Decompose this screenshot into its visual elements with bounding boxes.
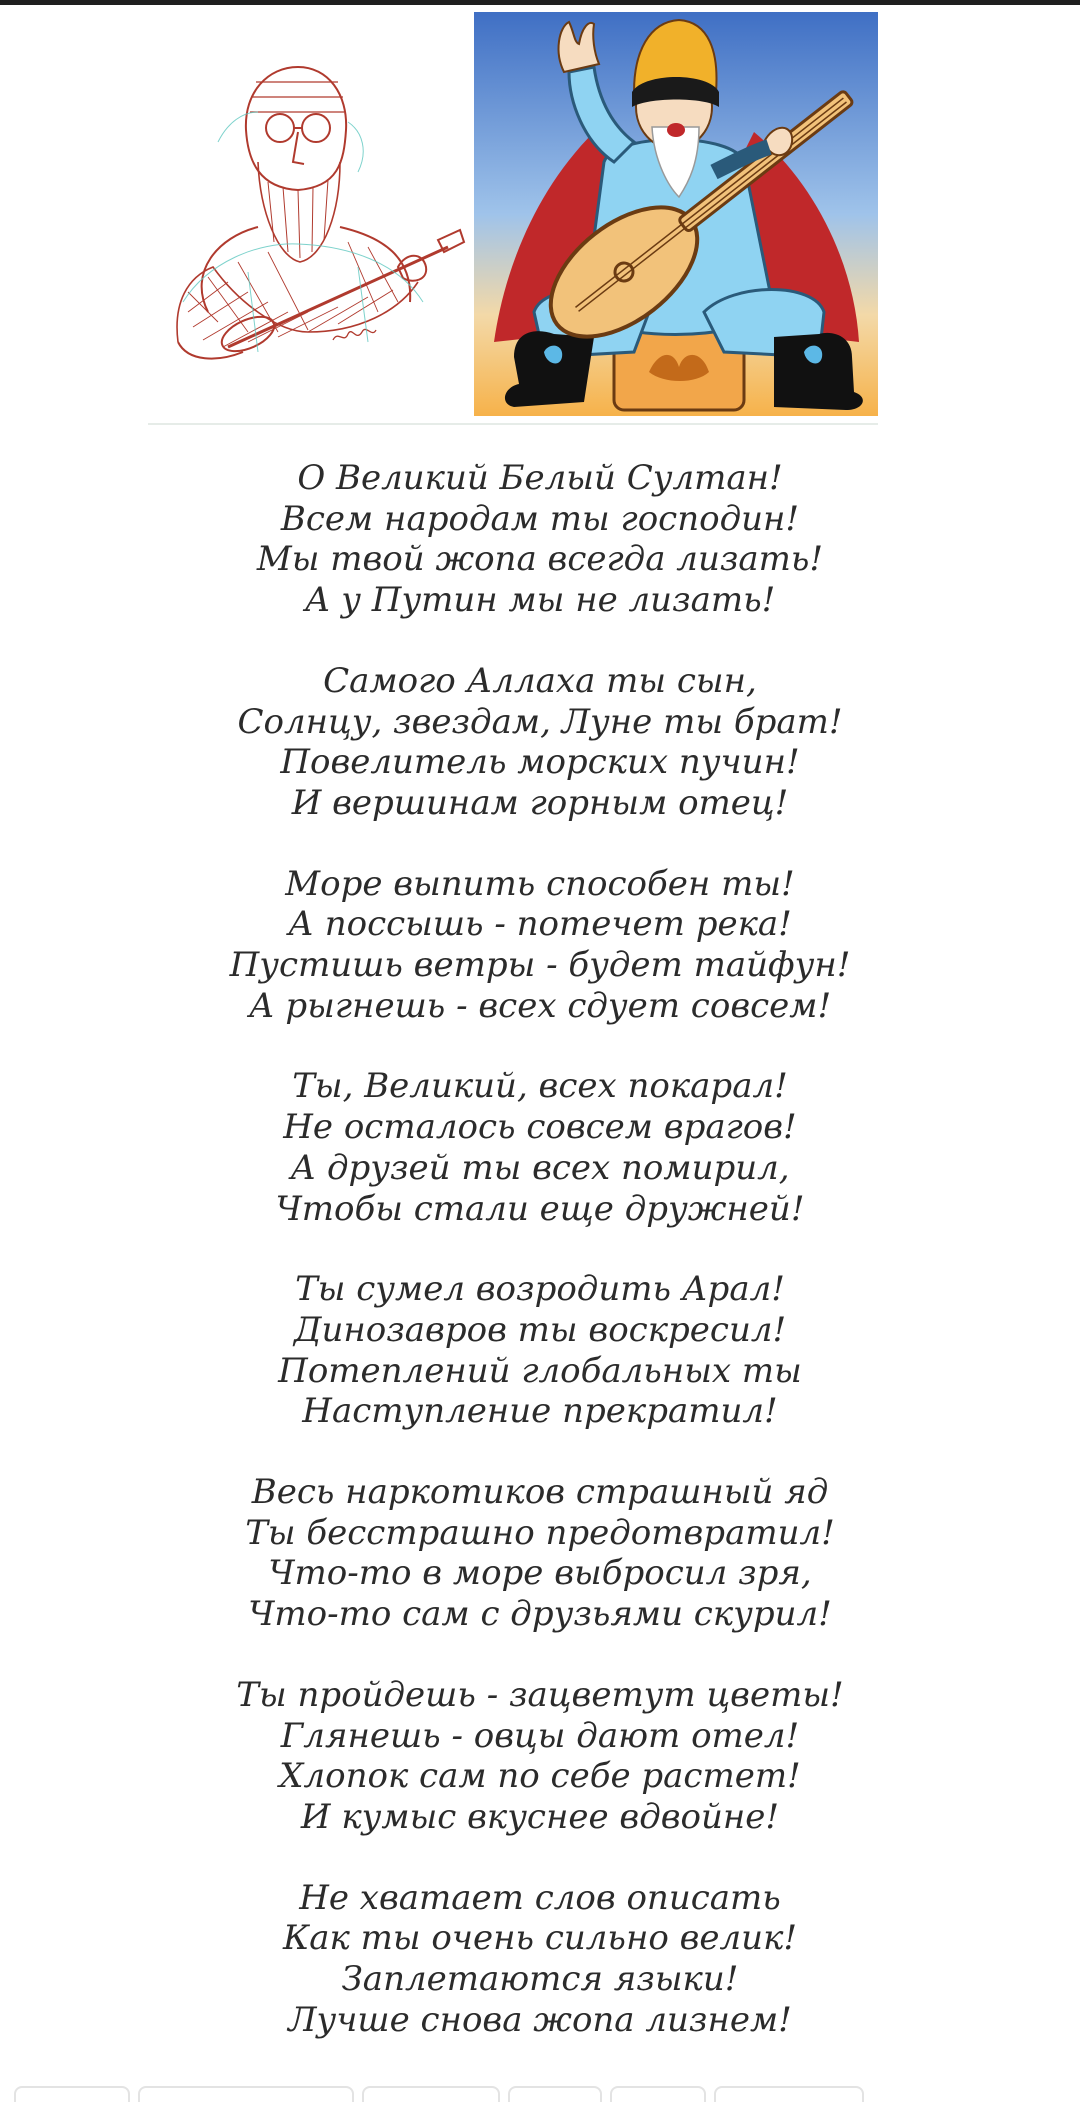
poem-line: О Великий Белый Султан! (297, 458, 783, 498)
poem-line: Что-то сам с друзьями скурил! (248, 1594, 832, 1635)
section-divider (148, 423, 878, 425)
poem-line: Море выпить способен ты! (285, 863, 795, 904)
poem-line: Пустишь ветры - будет тайфун! (229, 945, 851, 986)
poem-line: Динозавров ты воскресил! (293, 1309, 787, 1350)
stanza (0, 1269, 1080, 1432)
stanza (0, 661, 1080, 824)
poem-line: Ты, Великий, всех покарал! (292, 1066, 788, 1107)
poem-line: Не хватает слов описать (299, 1877, 781, 1918)
poem-line: Как ты очень сильно велик! (282, 1918, 798, 1959)
stanza (0, 864, 1080, 1027)
stanza (0, 1472, 1080, 1635)
poem-line: А у Путин мы не лизать! (304, 580, 776, 621)
poem-line: Самого Аллаха ты сын, (323, 660, 757, 701)
poem-line: И кумыс вкуснее вдвойне! (300, 1796, 780, 1837)
poem-line: Чтобы стали еще дружней! (275, 1188, 805, 1229)
poem-line: Лучше снова жопа лизнем! (288, 1999, 792, 2040)
poem-line: Потеплений глобальных ты (278, 1350, 802, 1391)
poem-line: И вершинам горным отец! (291, 782, 789, 823)
poem-line: Мы твой жопа всегда лизать! (256, 539, 824, 580)
poem-line: А рыгнешь - всех сдует совсем! (248, 985, 832, 1026)
poem (0, 458, 1080, 2081)
poem-line: Ты сумел возродить Арал! (295, 1269, 785, 1310)
poem-line: Что-то в море выбросил зря, (268, 1553, 812, 1594)
poem-line: Ты пройдешь - зацветут цветы! (236, 1674, 844, 1715)
poem-line: Всем народам ты господин! (280, 498, 800, 539)
poem-line: Весь наркотиков страшный яд (251, 1472, 829, 1513)
bottom-tabs-peek (0, 2086, 1080, 2098)
poem-line: А друзей ты всех помирил, (290, 1147, 790, 1188)
illustrations (148, 12, 878, 416)
poem-line: Хлопок сам по себе растет! (279, 1756, 801, 1797)
sketch-illustration (148, 12, 468, 416)
poem-line: А поссышь - потечет река! (288, 904, 792, 945)
stanza (0, 1066, 1080, 1229)
poem-line: Солнцу, звездам, Луне ты брат! (237, 701, 843, 742)
poem-line: Ты бесстрашно предотвратил! (245, 1512, 835, 1553)
poem-line: Наступление прекратил! (302, 1391, 778, 1432)
stanza (0, 1878, 1080, 2041)
poem-line: Повелитель морских пучин! (280, 742, 800, 783)
sultan-illustration (474, 12, 878, 416)
status-bar-edge (0, 0, 1080, 5)
poem-line: Не осталось совсем врагов! (283, 1107, 797, 1148)
stanza (0, 1675, 1080, 1838)
poem-line: Заплетаются языки! (341, 1959, 739, 2000)
poem-line: Глянешь - овцы дают отел! (280, 1715, 800, 1756)
stanza (0, 458, 1080, 621)
